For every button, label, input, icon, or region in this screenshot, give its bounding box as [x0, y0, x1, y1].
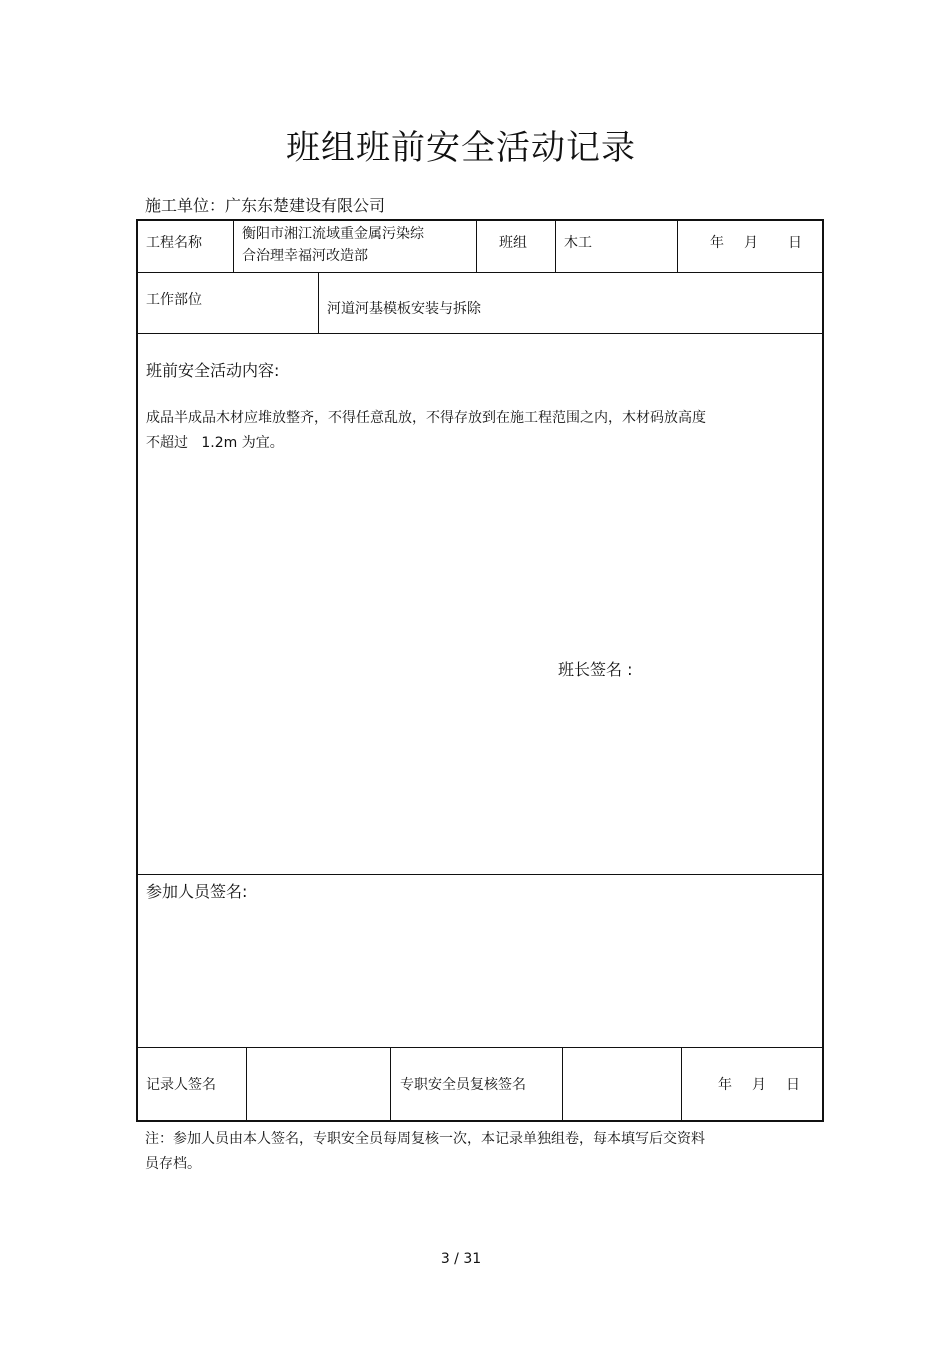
footnote — [145, 1127, 765, 1177]
activity-content-section — [138, 334, 822, 875]
activity-heading: 班前安全活动内容: — [146, 361, 280, 380]
project-row — [138, 221, 822, 273]
construction-unit-line: 施工单位：广东东楚建设有限公司 — [145, 196, 386, 215]
safety-officer-signature-field — [562, 1048, 681, 1122]
team-leader-signature-label: 班长签名 : — [558, 660, 633, 679]
date-field — [677, 221, 824, 272]
date-month: 月 — [744, 235, 758, 251]
team-value: 木工 — [555, 221, 677, 272]
page-number: 3 / 31 — [440, 1251, 482, 1267]
activity-line-2: 不超过 1.2m 为宜。 — [146, 435, 284, 451]
signature-row — [138, 1048, 822, 1122]
activity-content — [146, 406, 746, 456]
review-date-year: 年 — [718, 1077, 732, 1093]
work-location-value: 河道河基模板安装与拆除 — [318, 273, 824, 333]
activity-line-1: 成品半成品木材应堆放整齐，不得任意乱放，不得存放到在施工程范围之内，木材码放高度 — [146, 410, 706, 426]
review-date-month: 月 — [752, 1077, 766, 1093]
project-name-label: 工程名称 — [146, 235, 202, 251]
work-location-label: 工作部位 — [146, 292, 202, 308]
review-date-day: 日 — [786, 1077, 800, 1093]
work-location-row — [138, 273, 822, 334]
participants-section — [138, 875, 822, 1048]
project-name-line-2: 合治理幸福河改造部 — [242, 248, 368, 264]
footnote-line-1: 注：参加人员由本人签名，专职安全员每周复核一次，本记录单独组卷，每本填写后交资料 — [145, 1131, 705, 1147]
safety-officer-signature-label: 专职安全员复核签名 — [390, 1048, 562, 1122]
team-label: 班组 — [476, 221, 555, 272]
recorder-signature-label: 记录人签名 — [146, 1077, 216, 1093]
date-year: 年 — [710, 235, 724, 251]
date-day: 日 — [788, 235, 802, 251]
activity-record-form — [136, 219, 824, 1122]
footnote-line-2: 员存档。 — [145, 1156, 201, 1172]
project-name-line-1: 衡阳市湘江流域重金属污染综 — [242, 226, 424, 242]
recorder-signature-field — [246, 1048, 390, 1122]
document-title: 班组班前安全活动记录 — [286, 128, 636, 168]
participants-label: 参加人员签名: — [146, 882, 248, 901]
review-date-field — [681, 1048, 824, 1122]
project-name-value — [233, 221, 476, 272]
